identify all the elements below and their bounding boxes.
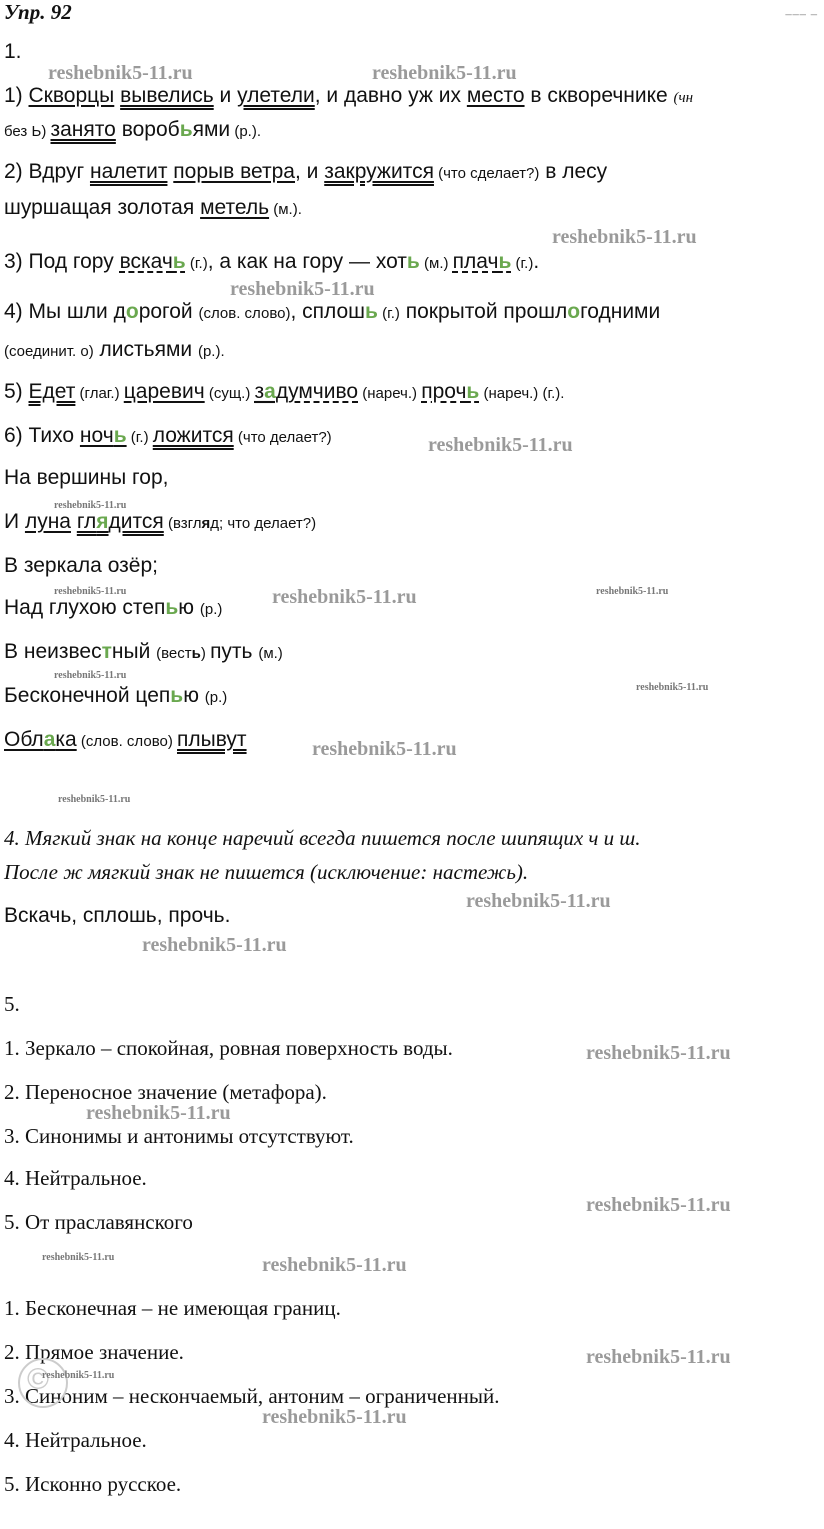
text: вскач (119, 250, 173, 273)
highlight-letter: т (101, 640, 112, 663)
poem-line-3: В зеркала озёр; (4, 554, 158, 577)
adverb-word (120, 250, 186, 273)
bold-letter: я (201, 515, 211, 532)
text: путь (210, 640, 259, 663)
highlight-letter: ь (172, 250, 186, 273)
section-5-a-item: 4. Нейтральное. (4, 1166, 147, 1190)
text: , а как на гору — хот (207, 250, 407, 273)
text: ноч (79, 424, 114, 447)
subject-word: царевич (123, 380, 205, 403)
text: Обл (4, 728, 44, 751)
highlight-letter: ь (179, 118, 193, 141)
watermark: reshebnik5-11.ru (586, 1194, 731, 1216)
note: (вест (156, 645, 192, 662)
predicate-word: занято (50, 118, 116, 141)
section-5-b-item: 1. Бесконечная – не имеющая границ. (4, 1296, 341, 1320)
text: д; что делает?) (210, 515, 317, 532)
text: В неизвес (4, 640, 102, 663)
text: Бесконечной цеп (4, 684, 171, 707)
note: (р.). (197, 343, 225, 360)
note: (сущ.) (204, 385, 255, 402)
predicate-word: вывелись (120, 84, 214, 107)
highlight-letter: ь (498, 250, 512, 273)
text: вороб (121, 118, 180, 141)
note: (р.). (230, 123, 261, 140)
watermark: reshebnik5-11.ru (42, 1252, 115, 1263)
watermark: reshebnik5-11.ru (428, 434, 573, 456)
adverb-word (255, 380, 359, 403)
watermark: reshebnik5-11.ru (86, 1102, 231, 1124)
watermark: reshebnik5-11.ru (636, 682, 709, 693)
poem-line-5 (4, 640, 283, 666)
watermark: reshebnik5-11.ru (466, 890, 611, 912)
section-5-b-item: 3. Синоним – нескончаемый, антоним – ограниченный. (4, 1384, 500, 1408)
highlight-letter: о (125, 300, 139, 323)
note: (г.) (511, 255, 534, 272)
highlight-letter: ь (113, 424, 127, 447)
highlight-letter: ь (365, 300, 378, 323)
text: з (254, 380, 265, 403)
watermark: reshebnik5-11.ru (58, 794, 131, 805)
note: ) (200, 645, 211, 662)
copyright-seal-icon (18, 1358, 68, 1408)
bold-letter: ь (191, 645, 201, 662)
watermark: reshebnik5-11.ru (48, 62, 193, 84)
note: (слов. слово) (198, 305, 291, 322)
watermark: reshebnik5-11.ru (312, 738, 457, 760)
text: ю (183, 684, 205, 707)
text: 2) Вдруг (4, 160, 90, 183)
section-5-a-item: 1. Зеркало – спокойная, ровная поверхность воды. (4, 1036, 453, 1060)
sentence-2-line-2 (4, 196, 302, 222)
poem-line-4 (4, 596, 222, 622)
note: без Ь) (4, 123, 51, 140)
watermark: reshebnik5-11.ru (142, 934, 287, 956)
exercise-title: Упр. 92 (4, 0, 72, 24)
section-5-a-item: 2. Переносное значение (метафора). (4, 1080, 327, 1104)
watermark: reshebnik5-11.ru (552, 226, 697, 248)
watermark: reshebnik5-11.ru (230, 278, 375, 300)
predicate-word: Едет (28, 380, 76, 403)
subject-word: место (466, 84, 525, 107)
text: 3) Под гору (4, 250, 120, 273)
text: плач (452, 250, 499, 273)
highlight-letter: ь (165, 596, 179, 619)
note (164, 515, 316, 532)
section-5-b-item: 5. Исконно русское. (4, 1472, 182, 1496)
subject-word: луна (24, 510, 71, 533)
note: (м.) (419, 255, 453, 272)
text: . (533, 250, 540, 273)
text: проч (421, 380, 467, 403)
text: , и давно уж их (314, 84, 467, 107)
text: и (213, 84, 238, 107)
sentence-1-line-2 (4, 118, 261, 144)
note: (м.) (258, 645, 283, 662)
watermark: reshebnik5-11.ru (596, 586, 669, 597)
text: думчиво (275, 380, 359, 403)
adverb-word (453, 250, 512, 273)
text: , и (295, 160, 325, 183)
adverb-word (421, 380, 479, 403)
note: (слов. слово) (76, 733, 178, 750)
note: (соединит. о) (4, 343, 94, 360)
subject-word: метель (200, 196, 270, 219)
predicate-word: налетит (89, 160, 168, 183)
sentence-1-line-1 (4, 84, 693, 110)
poem-line-2 (4, 510, 316, 536)
section-5-number: 5. (4, 992, 20, 1016)
sentence-6 (4, 424, 332, 450)
text: Над глухою степ (4, 596, 166, 619)
section-4-answer: Вскачь, сплошь, прочь. (4, 904, 231, 927)
text: ный (111, 640, 157, 663)
watermark: reshebnik5-11.ru (262, 1406, 407, 1428)
highlight-letter: а (264, 380, 276, 403)
highlight-letter: ь (466, 380, 480, 403)
note: (г.) (126, 429, 153, 446)
sentence-3 (4, 250, 539, 276)
text: в скворечнике (524, 84, 674, 107)
section-5-b-item: 2. Прямое значение. (4, 1340, 184, 1364)
note: (г.) (185, 255, 208, 272)
note: (чн (673, 90, 694, 106)
subject-word (80, 424, 127, 447)
watermark: reshebnik5-11.ru (272, 586, 417, 608)
text: шуршащая золотая (4, 196, 201, 219)
note: (р.) (204, 689, 228, 706)
section-1-number: 1. (4, 40, 22, 63)
highlight-letter: ь (170, 684, 184, 707)
text: , сплош (290, 300, 366, 323)
text: (взгл (163, 515, 202, 532)
text: гл (76, 510, 97, 533)
subject-word: Скворцы (28, 84, 115, 107)
highlight-letter: о (567, 300, 581, 323)
poem-line-6 (4, 684, 227, 710)
note: (что делает?) (233, 429, 332, 446)
section-5-a-item: 5. От праславянского (4, 1210, 193, 1234)
sentence-4-line-1 (4, 300, 660, 326)
note: (р.) (199, 601, 223, 618)
note: (м.). (269, 201, 302, 218)
text: ка (55, 728, 77, 751)
watermark: reshebnik5-11.ru (586, 1042, 731, 1064)
highlight-letter: ь (406, 250, 420, 273)
poem-line-1: На вершины гор, (4, 466, 169, 489)
watermark: reshebnik5-11.ru (372, 62, 517, 84)
watermark: reshebnik5-11.ru (54, 670, 127, 681)
poem-line-7 (4, 728, 247, 754)
watermark: reshebnik5-11.ru (262, 1254, 407, 1276)
note: (глаг.) (75, 385, 124, 402)
watermark: reshebnik5-11.ru (42, 1370, 115, 1381)
text: годними (580, 300, 661, 323)
predicate-word: улетели (237, 84, 315, 107)
section-5-a-item: 3. Синонимы и антонимы отсутствуют. (4, 1124, 354, 1148)
subject-word: порыв ветра (173, 160, 295, 183)
predicate-word: закружится (324, 160, 434, 183)
top-right-mark: ___ _ (785, 4, 818, 16)
sentence-2-line-1 (4, 160, 607, 186)
text: 4) Мы шли д (4, 300, 126, 323)
text: дится (108, 510, 164, 533)
text: ю (178, 596, 200, 619)
watermark: reshebnik5-11.ru (586, 1346, 731, 1368)
note: (нареч.) (358, 385, 422, 402)
note: (г.) (377, 305, 400, 322)
highlight-letter: я (96, 510, 109, 533)
highlight-letter: а (43, 728, 56, 751)
text: 6) Тихо (4, 424, 80, 447)
predicate-word (77, 510, 164, 533)
section-5-b-item: 4. Нейтральное. (4, 1428, 147, 1452)
text: в лесу (539, 160, 608, 183)
section-4-rule-line-1: 4. Мягкий знак на конце наречий всегда пишется после шипящих ч и ш. (4, 826, 641, 850)
sentence-5 (4, 380, 564, 406)
watermark: reshebnik5-11.ru (54, 586, 127, 597)
note: (что сделает?) (433, 165, 540, 182)
text: И (4, 510, 25, 533)
predicate-word: плывут (177, 728, 247, 751)
text: 1) (4, 84, 29, 107)
text: ями (192, 118, 231, 141)
text: рогой (138, 300, 199, 323)
watermark: reshebnik5-11.ru (54, 500, 127, 511)
section-4-rule-line-2: После ж мягкий знак не пишется (исключение: настежь). (4, 860, 529, 884)
sentence-4-line-2 (4, 338, 225, 364)
text: листьями (93, 338, 198, 361)
note: (нареч.) (г.). (479, 385, 565, 402)
predicate-word: ложится (152, 424, 234, 447)
text: 5) (4, 380, 29, 403)
text: покрытой прошл (399, 300, 568, 323)
subject-word (4, 728, 77, 751)
